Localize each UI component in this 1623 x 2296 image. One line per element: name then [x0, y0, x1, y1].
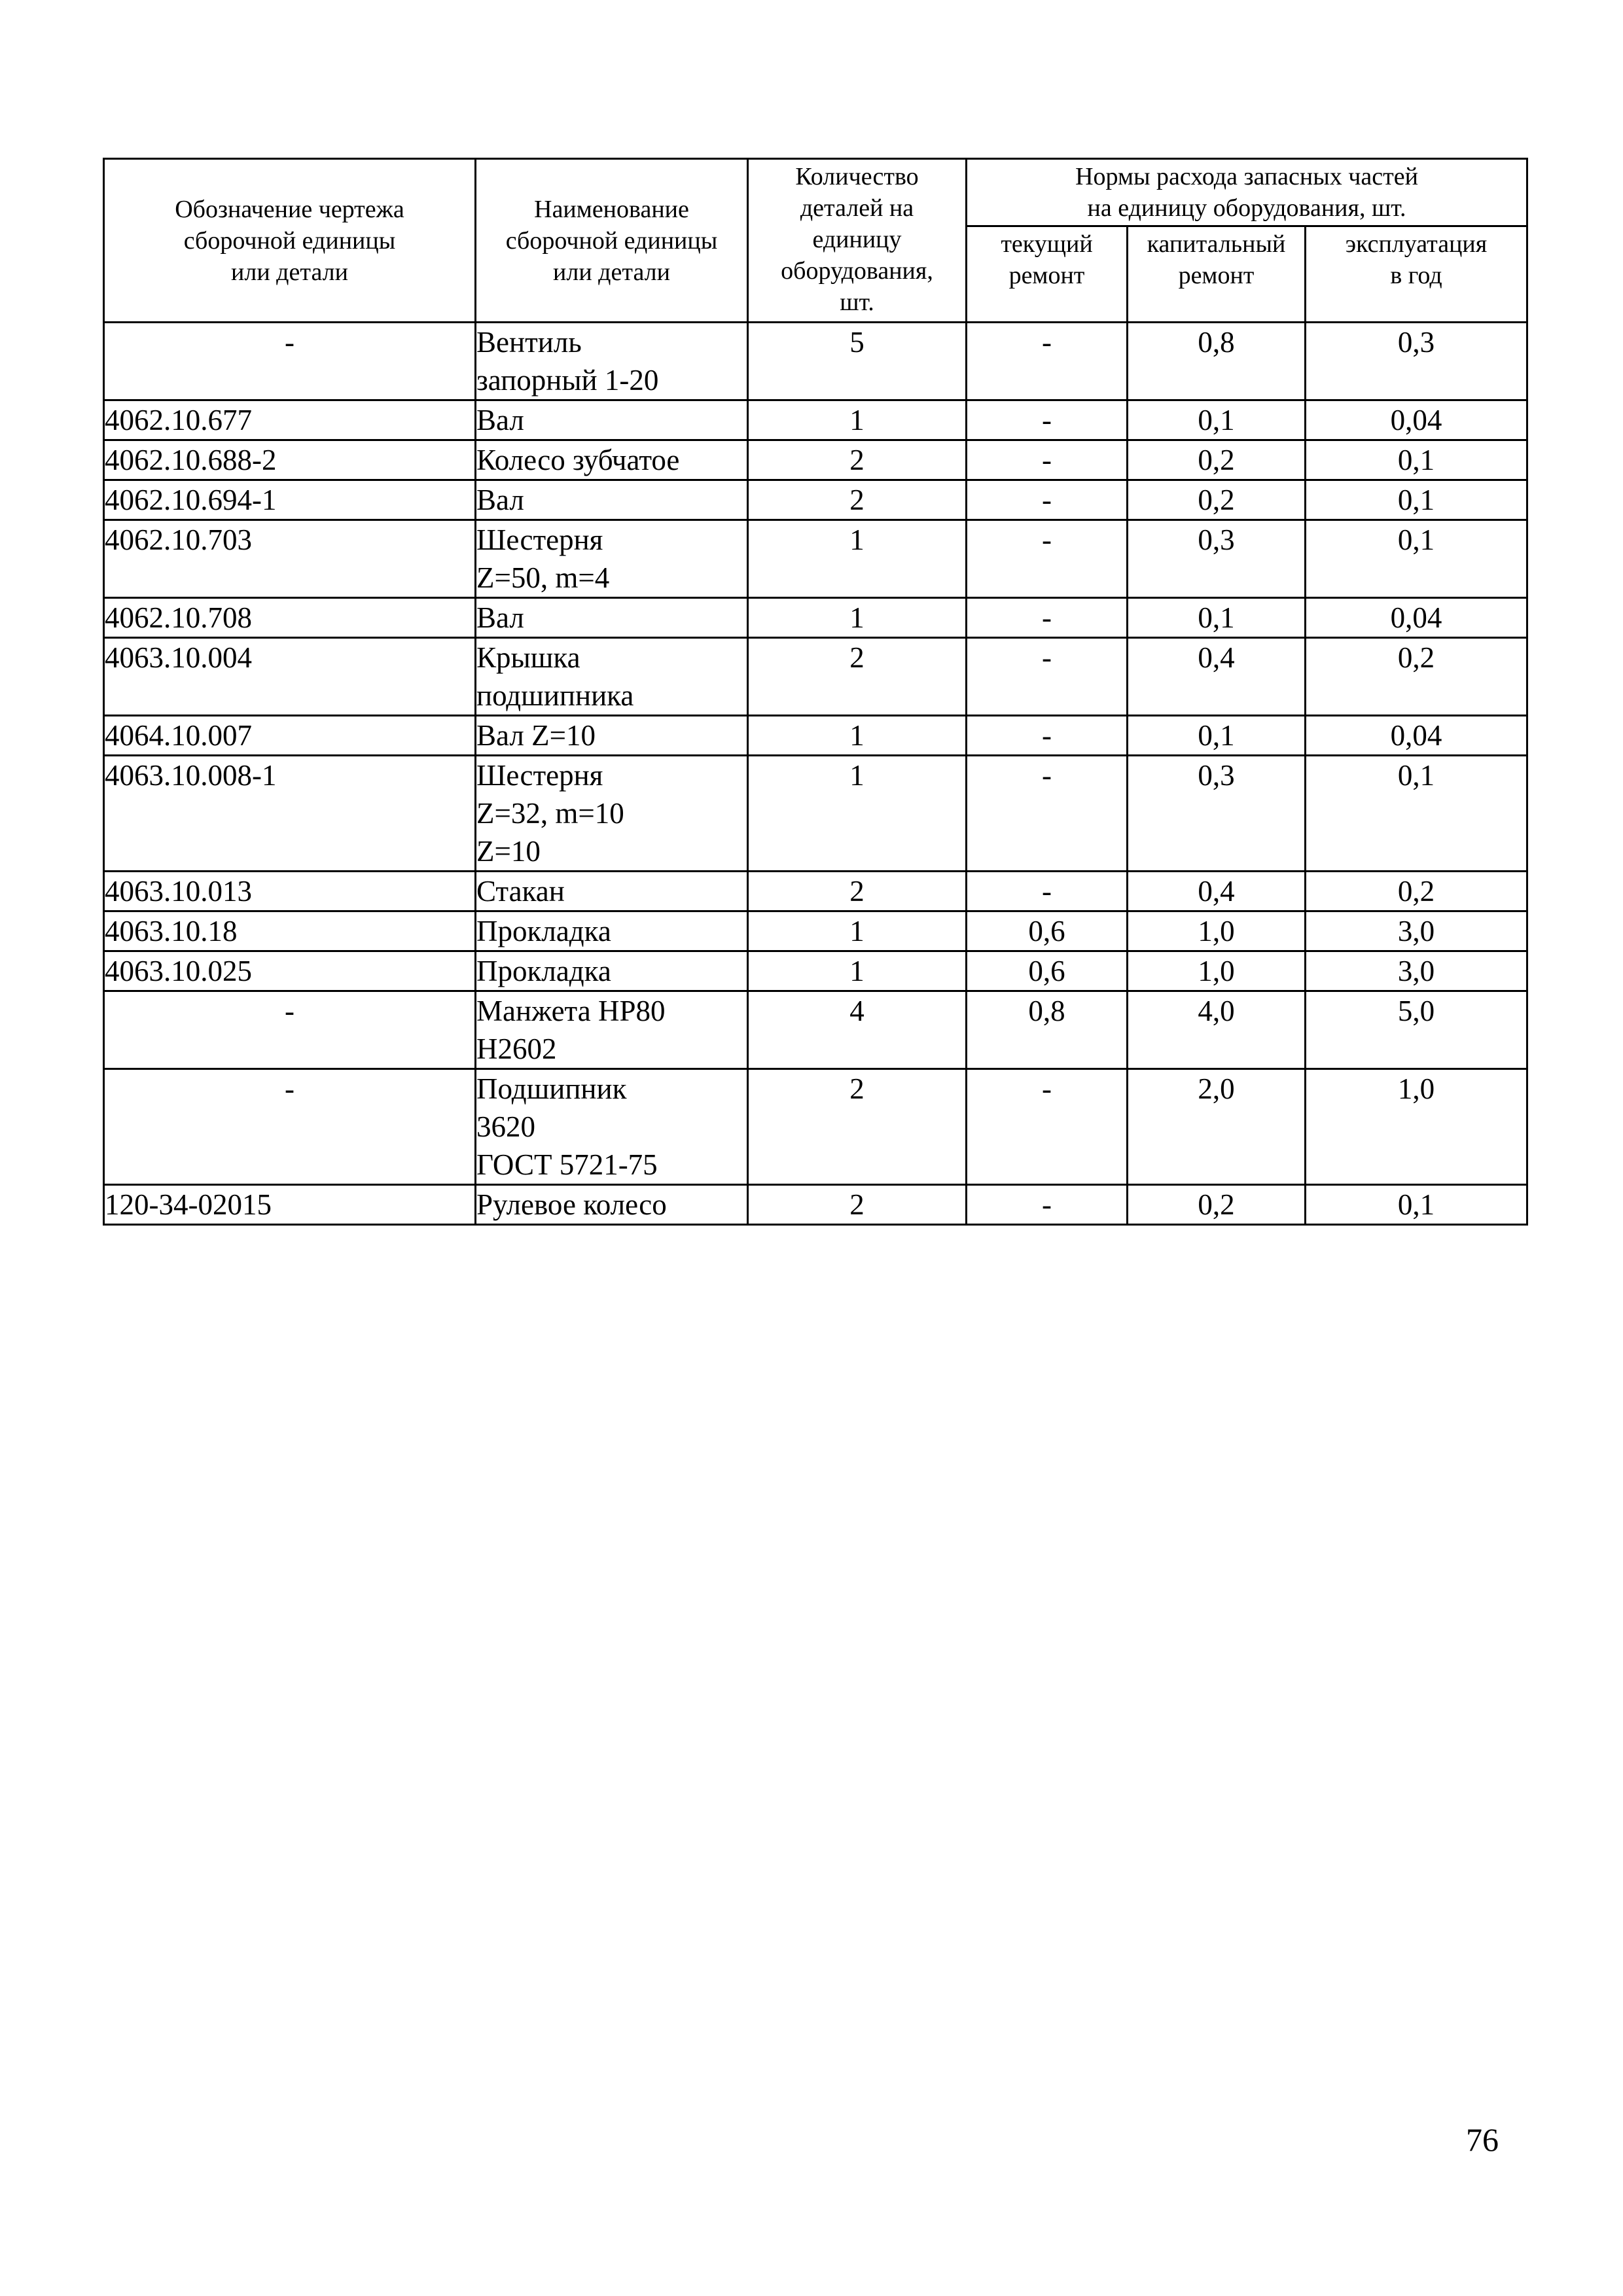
cell-drawing-code: 4063.10.004: [104, 638, 476, 716]
cell-unit-name-line: запорный 1-20: [476, 364, 659, 397]
cell-capital-repair: 2,0: [1128, 1069, 1306, 1185]
cell-unit-name: [476, 598, 748, 638]
cell-unit-name: [476, 756, 748, 872]
cell-unit-name-line: Рулевое колесо: [476, 1188, 667, 1221]
cell-drawing-code: -: [104, 323, 476, 400]
cell-unit-name-line: Прокладка: [476, 955, 611, 987]
header-current-repair: текущий ремонт: [967, 226, 1128, 323]
table-row: [104, 756, 1527, 872]
cell-capital-repair: 0,8: [1128, 323, 1306, 400]
header-unit-name: Наименование сборочной единицы или детали: [476, 159, 748, 323]
table-row: [104, 520, 1527, 598]
cell-unit-name-line: Z=32, m=10: [476, 797, 624, 830]
table-row: [104, 1069, 1527, 1185]
cell-annual-operation: 0,2: [1306, 638, 1527, 716]
cell-unit-name-line: Стакан: [476, 875, 565, 908]
cell-unit-name-line: подшипника: [476, 679, 634, 712]
table-row: [104, 440, 1527, 480]
cell-capital-repair: 0,3: [1128, 756, 1306, 872]
cell-annual-operation: 3,0: [1306, 911, 1527, 951]
header-drawing-code: Обозначение чертежа сборочной единицы или детали: [104, 159, 476, 323]
cell-unit-name: [476, 951, 748, 991]
header-capital-repair: капитальный ремонт: [1128, 226, 1306, 323]
cell-unit-name-line: 3620: [476, 1110, 535, 1143]
cell-unit-name: [476, 480, 748, 520]
table-row: [104, 598, 1527, 638]
cell-drawing-code: 4063.10.013: [104, 872, 476, 911]
cell-quantity: 1: [748, 598, 967, 638]
cell-unit-name: [476, 911, 748, 951]
cell-drawing-code: 4062.10.694-1: [104, 480, 476, 520]
cell-unit-name-line: Шестерня: [476, 759, 603, 792]
page-number: 76: [1466, 2121, 1499, 2158]
cell-annual-operation: 0,04: [1306, 400, 1527, 440]
table-row: [104, 716, 1527, 756]
cell-capital-repair: 0,1: [1128, 598, 1306, 638]
cell-unit-name-line: Манжета НР80: [476, 995, 666, 1027]
cell-annual-operation: 3,0: [1306, 951, 1527, 991]
header-quantity: Количество деталей на единицу оборудования, шт.: [748, 159, 967, 323]
cell-capital-repair: 1,0: [1128, 911, 1306, 951]
cell-drawing-code: 4062.10.708: [104, 598, 476, 638]
cell-capital-repair: 0,1: [1128, 716, 1306, 756]
table-row: [104, 991, 1527, 1069]
cell-drawing-code: -: [104, 1069, 476, 1185]
cell-quantity: 2: [748, 872, 967, 911]
cell-unit-name-line: Шестерня: [476, 523, 603, 556]
cell-current-repair: -: [967, 638, 1128, 716]
cell-quantity: 1: [748, 716, 967, 756]
cell-quantity: 1: [748, 520, 967, 598]
cell-annual-operation: 0,04: [1306, 598, 1527, 638]
table-row: [104, 638, 1527, 716]
spare-parts-table: [103, 158, 1528, 1226]
cell-current-repair: -: [967, 323, 1128, 400]
header-annual-operation: эксплуатация в год: [1306, 226, 1527, 323]
cell-unit-name-line: Вентиль: [476, 326, 582, 359]
table-row: [104, 400, 1527, 440]
cell-current-repair: -: [967, 756, 1128, 872]
cell-capital-repair: 1,0: [1128, 951, 1306, 991]
cell-quantity: 1: [748, 400, 967, 440]
cell-drawing-code: 4064.10.007: [104, 716, 476, 756]
cell-unit-name: [476, 1069, 748, 1185]
cell-drawing-code: 4062.10.677: [104, 400, 476, 440]
header-consumption-norms: Нормы расхода запасных частей на единицу оборудования, шт.: [967, 159, 1527, 226]
cell-capital-repair: 0,3: [1128, 520, 1306, 598]
cell-drawing-code: -: [104, 991, 476, 1069]
cell-unit-name: [476, 991, 748, 1069]
cell-drawing-code: 120-34-02015: [104, 1185, 476, 1225]
cell-quantity: 1: [748, 911, 967, 951]
cell-unit-name-line: Подшипник: [476, 1072, 627, 1105]
cell-capital-repair: 0,1: [1128, 400, 1306, 440]
cell-annual-operation: 0,1: [1306, 520, 1527, 598]
cell-unit-name: [476, 872, 748, 911]
cell-unit-name-line: Н2602: [476, 1033, 557, 1065]
table-row: [104, 480, 1527, 520]
cell-quantity: 2: [748, 1069, 967, 1185]
cell-quantity: 2: [748, 638, 967, 716]
cell-unit-name: [476, 638, 748, 716]
cell-annual-operation: 1,0: [1306, 1069, 1527, 1185]
cell-unit-name: [476, 520, 748, 598]
cell-capital-repair: 0,4: [1128, 872, 1306, 911]
cell-quantity: 4: [748, 991, 967, 1069]
cell-unit-name-line: Z=10: [476, 835, 541, 868]
cell-drawing-code: 4063.10.18: [104, 911, 476, 951]
cell-unit-name-line: Колесо зубчатое: [476, 444, 680, 476]
cell-unit-name: [476, 440, 748, 480]
table-row: [104, 911, 1527, 951]
cell-unit-name-line: Вал Z=10: [476, 719, 596, 752]
cell-current-repair: 0,6: [967, 951, 1128, 991]
cell-capital-repair: 4,0: [1128, 991, 1306, 1069]
cell-quantity: 5: [748, 323, 967, 400]
cell-annual-operation: 0,1: [1306, 756, 1527, 872]
cell-drawing-code: 4063.10.025: [104, 951, 476, 991]
cell-unit-name: [476, 716, 748, 756]
cell-unit-name: [476, 400, 748, 440]
cell-annual-operation: 0,1: [1306, 480, 1527, 520]
cell-current-repair: 0,6: [967, 911, 1128, 951]
cell-unit-name-line: ГОСТ 5721-75: [476, 1148, 658, 1181]
cell-quantity: 1: [748, 951, 967, 991]
table-row: [104, 1185, 1527, 1225]
cell-current-repair: -: [967, 872, 1128, 911]
cell-current-repair: -: [967, 1069, 1128, 1185]
table-body: [104, 323, 1527, 1225]
table-row: [104, 872, 1527, 911]
cell-drawing-code: 4063.10.008-1: [104, 756, 476, 872]
cell-current-repair: -: [967, 1185, 1128, 1225]
cell-current-repair: 0,8: [967, 991, 1128, 1069]
cell-unit-name-line: Вал: [476, 601, 524, 634]
cell-drawing-code: 4062.10.703: [104, 520, 476, 598]
cell-annual-operation: 0,2: [1306, 872, 1527, 911]
cell-current-repair: -: [967, 480, 1128, 520]
cell-quantity: 2: [748, 440, 967, 480]
table-row: [104, 323, 1527, 400]
cell-quantity: 2: [748, 480, 967, 520]
cell-capital-repair: 0,2: [1128, 1185, 1306, 1225]
cell-unit-name-line: Z=50, m=4: [476, 561, 610, 594]
cell-unit-name: [476, 323, 748, 400]
cell-current-repair: -: [967, 716, 1128, 756]
cell-capital-repair: 0,2: [1128, 440, 1306, 480]
cell-capital-repair: 0,4: [1128, 638, 1306, 716]
table-row: [104, 951, 1527, 991]
cell-current-repair: -: [967, 520, 1128, 598]
cell-current-repair: -: [967, 598, 1128, 638]
cell-unit-name-line: Прокладка: [476, 915, 611, 947]
cell-quantity: 1: [748, 756, 967, 872]
cell-capital-repair: 0,2: [1128, 480, 1306, 520]
cell-drawing-code: 4062.10.688-2: [104, 440, 476, 480]
cell-unit-name-line: Крышка: [476, 641, 580, 674]
cell-unit-name-line: Вал: [476, 404, 524, 436]
cell-annual-operation: 5,0: [1306, 991, 1527, 1069]
cell-current-repair: -: [967, 400, 1128, 440]
cell-unit-name: [476, 1185, 748, 1225]
cell-quantity: 2: [748, 1185, 967, 1225]
cell-annual-operation: 0,1: [1306, 1185, 1527, 1225]
cell-current-repair: -: [967, 440, 1128, 480]
cell-annual-operation: 0,3: [1306, 323, 1527, 400]
cell-annual-operation: 0,1: [1306, 440, 1527, 480]
cell-annual-operation: 0,04: [1306, 716, 1527, 756]
cell-unit-name-line: Вал: [476, 484, 524, 516]
